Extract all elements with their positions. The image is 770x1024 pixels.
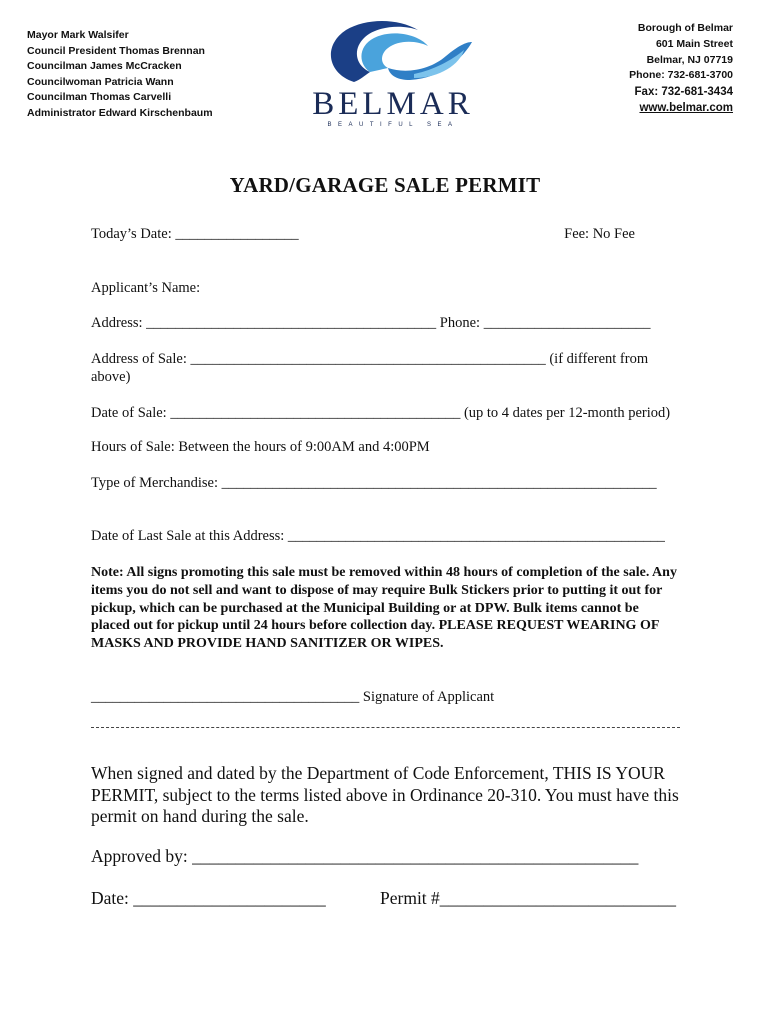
note-paragraph: Note: All signs promoting this sale must be removed within 48 hours of completion of the sale. Any items you do not sell and want to dispose of may require Bulk Stickers prior to putting it out for pickup, which can be purchased at the Municipal Building or at DPW. Bulk items cannot be placed out for pickup until 24 hours before collection day. PLEASE REQUEST WEARING OF MASKS AND PROVIDE HAND SANITIZER OR WIPES.: [91, 565, 677, 652]
cut-line-divider: [91, 727, 680, 728]
permit-number-field[interactable]: Permit #___________________________: [380, 888, 677, 908]
last-sale-field[interactable]: Date of Last Sale at this Address: ____________________________________________________: [91, 528, 665, 544]
official-administrator: Administrator Edward Kirschenbaum: [27, 106, 213, 119]
borough-street: 601 Main Street: [655, 37, 733, 50]
logo-tagline: BEAUTIFUL SEA: [327, 122, 459, 128]
merchandise-field[interactable]: Type of Merchandise: ____________________________________________________________: [91, 475, 657, 491]
officials-list: [27, 28, 213, 122]
official-councilman-1: Councilman James McCracken: [27, 60, 182, 73]
belmar-logo: [300, 16, 486, 132]
borough-name: Borough of Belmar: [637, 22, 733, 34]
borough-phone: Phone: 732-681-3700: [629, 69, 733, 82]
todays-date-field[interactable]: Today’s Date: _________________: [91, 226, 299, 242]
borough-fax: Fax: 732-681-3434: [634, 86, 733, 99]
approved-by-field[interactable]: Approved by: ___________________________________________________: [91, 846, 639, 866]
official-councilwoman: Councilwoman Patricia Wann: [27, 75, 174, 88]
official-mayor: Mayor Mark Walsifer: [27, 29, 129, 41]
address-of-sale-field[interactable]: Address of Sale: _________________________________________________ (if different from above): [91, 351, 649, 385]
address-phone-field[interactable]: Address: ________________________________________ Phone: _______________________: [91, 315, 651, 331]
borough-contact: [629, 21, 733, 117]
date-field[interactable]: Date: ______________________: [91, 888, 326, 908]
fee-text: Fee: No Fee: [564, 226, 635, 242]
official-council-president: Council President Thomas Brennan: [27, 44, 205, 57]
date-of-sale-field[interactable]: Date of Sale: ________________________________________ (up to 4 dates per 12-month period): [91, 405, 671, 421]
form-title: YARD/GARAGE SALE PERMIT: [229, 173, 541, 197]
permit-paragraph: When signed and dated by the Department of Code Enforcement, THIS IS YOUR PERMIT, subject to the terms listed above in Ordinance 20-310. You must have this permit on hand during the sale.: [91, 763, 679, 826]
wave-icon: [314, 16, 474, 88]
borough-website-link[interactable]: www.belmar.com: [639, 101, 733, 114]
hours-of-sale-text: Hours of Sale: Between the hours of 9:00AM and 4:00PM: [91, 439, 430, 455]
official-councilman-2: Councilman Thomas Carvelli: [27, 91, 172, 104]
applicant-name-field[interactable]: Applicant’s Name:: [91, 280, 201, 296]
logo-wordmark: BELMAR: [312, 86, 474, 122]
signature-field[interactable]: _____________________________________ Signature of Applicant: [91, 689, 495, 705]
borough-city: Belmar, NJ 07719: [646, 53, 733, 66]
